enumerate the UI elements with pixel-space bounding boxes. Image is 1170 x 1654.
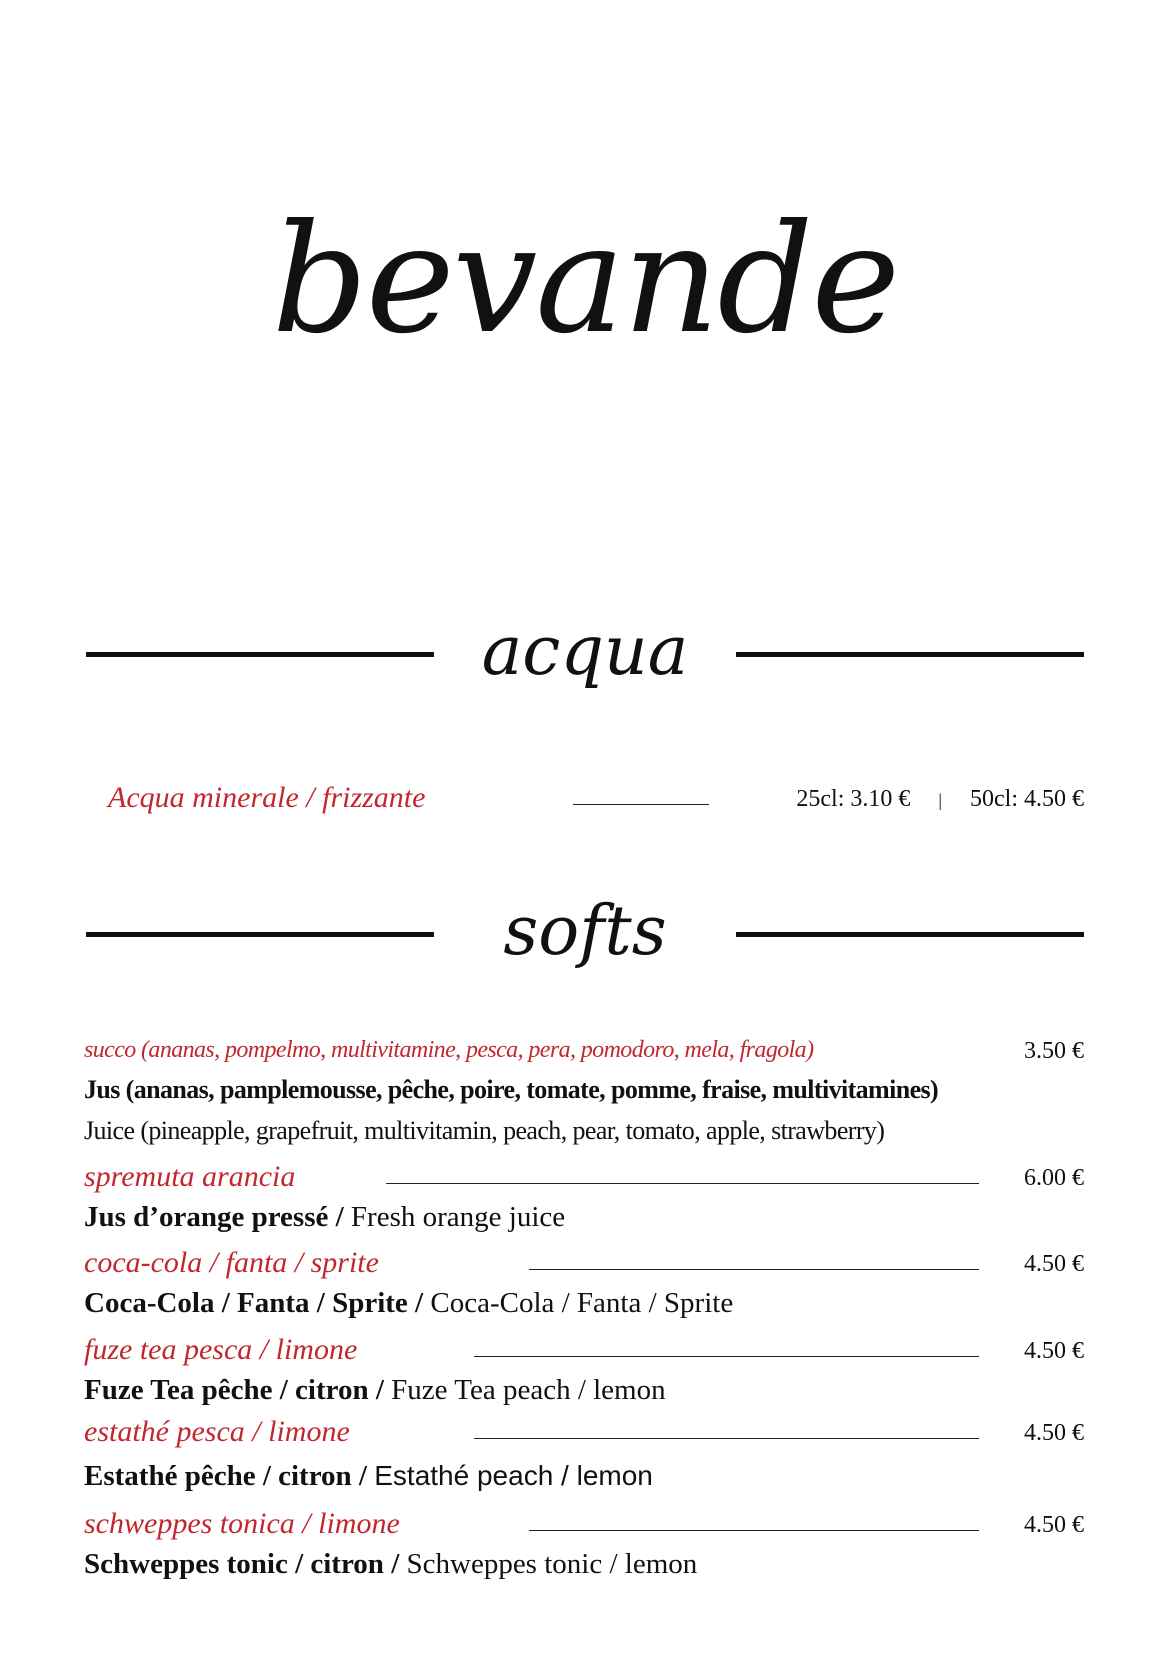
item-desc-english: Juice (pineapple, grapefruit, multivitamin, peach, pear, tomato, apple, strawberry) [84,1116,885,1145]
item-name-french: Fuze Tea pêche / citron / [84,1374,384,1406]
item-name-french: Schweppes tonic / citron / [84,1548,400,1580]
section-title-softs: softs [503,892,667,971]
item-name-english: Coca-Cola / Fanta / Sprite [430,1287,734,1319]
item-price: 4.50 € [1024,1251,1084,1277]
leader-line [529,1269,979,1270]
section-header-softs [86,892,1084,982]
page-title: bevande [271,193,899,367]
item-desc [84,1372,666,1408]
item-price: 4.50 € [1024,1420,1084,1446]
leader-line [474,1356,979,1357]
item-desc [84,1285,733,1321]
item-desc [84,1458,653,1494]
section-title-acqua: acqua [481,612,689,691]
menu-item [84,1412,1084,1452]
leader-line [474,1438,979,1439]
item-name-english: Fuze Tea peach / lemon [391,1374,666,1406]
leader-line [386,1183,979,1184]
price-separator: | [938,790,942,810]
divider-right [736,932,1084,937]
item-name-english: Fresh orange juice [350,1201,566,1233]
item-name-french: Estathé pêche / citron / [84,1460,367,1492]
menu-item [84,1330,1084,1370]
divider-right [736,652,1084,657]
item-name-italian: estathé pesca / limone [84,1415,350,1448]
item-name-italian: Acqua minerale / frizzante [108,781,426,814]
menu-item [84,1030,1084,1070]
leader-line [529,1530,979,1531]
menu-item-acqua [108,778,1084,818]
item-name-italian: coca-cola / fanta / sprite [84,1246,379,1279]
item-name-italian: spremuta arancia [84,1160,296,1193]
item-name-italian: fuze tea pesca / limone [84,1333,358,1366]
price-50cl: 50cl: 4.50 € [970,786,1084,812]
item-name-french: Jus d’orange pressé / [84,1201,344,1233]
divider-left [86,932,434,937]
menu-item [84,1243,1084,1283]
item-price: 6.00 € [1024,1165,1084,1191]
section-header-acqua [86,612,1084,702]
item-desc [84,1199,565,1235]
item-name-french: Coca-Cola / Fanta / Sprite / [84,1287,424,1319]
item-name-english: Schweppes tonic / lemon [406,1548,698,1580]
leader-line [573,804,709,805]
item-name-italian: succo (ananas, pompelmo, multivitamine, pesca, pera, pomodoro, mela, fragola) [84,1037,814,1063]
item-name-english: Estathé peach / lemon [374,1460,653,1491]
price-25cl: 25cl: 3.10 € [796,786,911,812]
item-price: 3.50 € [1024,1038,1084,1064]
menu-item [84,1157,1084,1197]
menu-item [84,1504,1084,1544]
item-name-italian: schweppes tonica / limone [84,1507,400,1540]
item-name-french: Jus (ananas, pamplemousse, pêche, poire, tomate, pomme, fraise, multivitamines) [84,1075,939,1104]
item-desc-french [84,1072,938,1108]
item-price: 4.50 € [1024,1338,1084,1364]
divider-left [86,652,434,657]
item-desc [84,1546,697,1582]
item-prices [796,784,1084,815]
item-price: 4.50 € [1024,1512,1084,1538]
